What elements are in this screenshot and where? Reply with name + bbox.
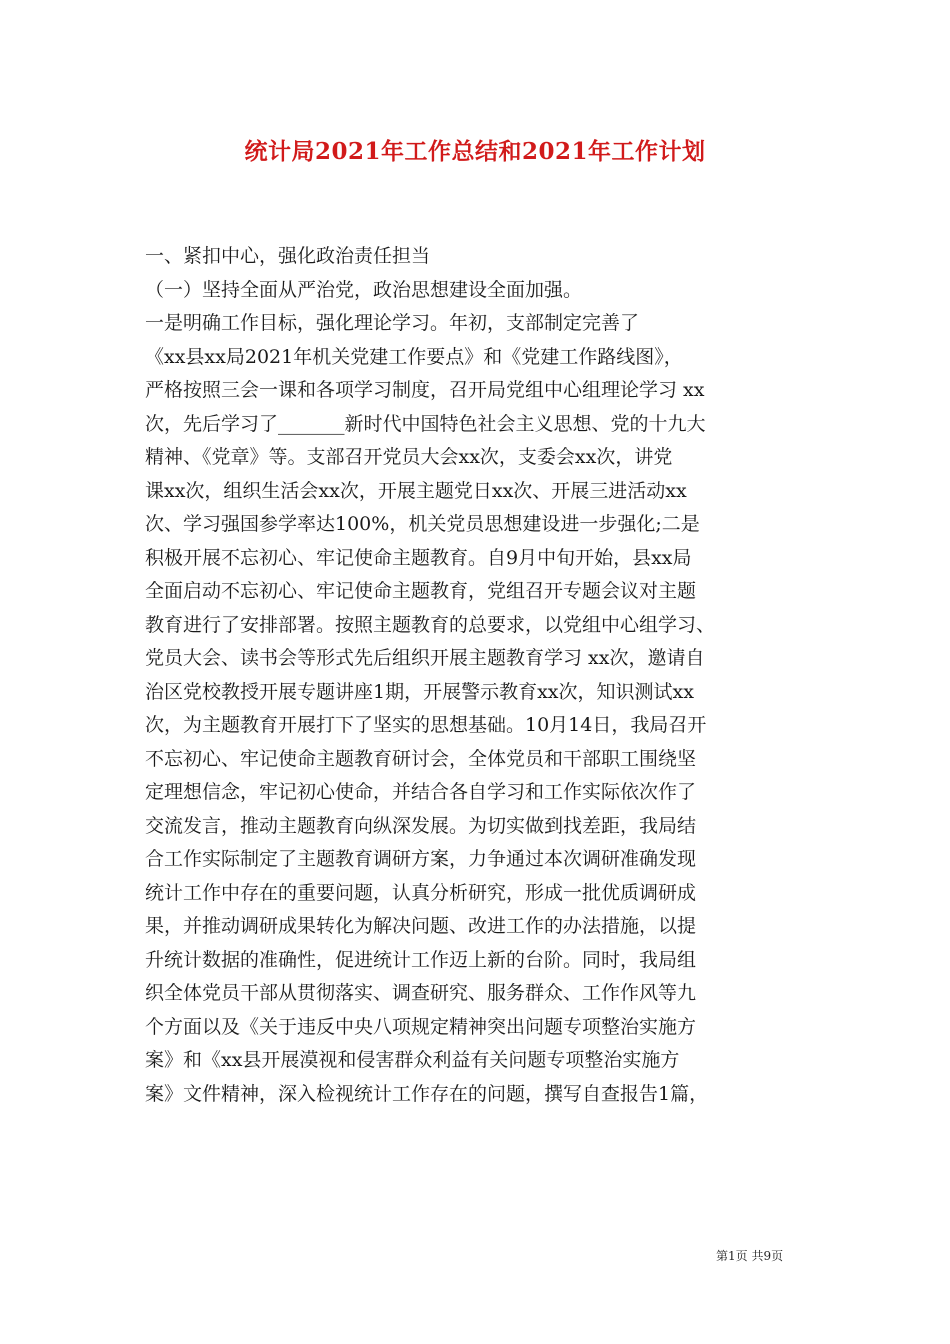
body-line: 交流发言，推动主题教育向纵深发展。为切实做到找差距，我局结: [145, 814, 697, 837]
body-line: 严格按照三会一课和各项学习制度，召开局党组中心组理论学习 xx: [145, 379, 705, 401]
body-line: 个方面以及《关于违反中央八项规定精神突出问题专项整治实施方: [145, 1015, 697, 1038]
body-line: 课xx次，组织生活会xx次，开展主题党日xx次、开展三进活动xx: [145, 479, 687, 502]
body-line: （一）坚持全面从严治党，政治思想建设全面加强。: [145, 278, 583, 301]
body-line: 织全体党员干部从贯彻落实、调查研究、服务群众、工作作风等九: [145, 982, 697, 1004]
body-line: 一、紧扣中心，强化政治责任担当: [145, 245, 431, 267]
body-line: 案》文件精神，深入检视统计工作存在的问题，撰写自查报告1篇，: [145, 1082, 709, 1105]
body-line: 《xx县xx局2021年机关党建工作要点》和《党建工作路线图》，: [145, 345, 683, 368]
body-line: 党员大会、读书会等形式先后组织开展主题教育学习 xx次，邀请自: [145, 647, 705, 669]
body-line: 次、学习强国参学率达100%，机关党员思想建设进一步强化;二是: [145, 513, 700, 535]
body-line: 教育进行了安排部署。按照主题教育的总要求，以党组中心组学习、: [145, 613, 716, 636]
body-line: 积极开展不忘初心、牢记使命主题教育。自9月中旬开始，县xx局: [145, 546, 692, 569]
body-line: 治区党校教授开展专题讲座1期，开展警示教育xx次，知识测试xx: [145, 680, 694, 703]
body-line: 次，先后学习了_______新时代中国特色社会主义思想、党的十九大: [145, 412, 706, 435]
body-line: 案》和《xx县开展漠视和侵害群众利益有关问题专项整治实施方: [145, 1049, 680, 1071]
body-line: 精神、《党章》等。支部召开党员大会xx次，支委会xx次，讲党: [145, 446, 673, 468]
body-line: 次，为主题教育开展打下了坚实的思想基础。10月14日，我局召开: [145, 714, 707, 736]
body-line: 一是明确工作目标，强化理论学习。年初，支部制定完善了: [145, 312, 640, 334]
body-line: 不忘初心、牢记使命主题教育研讨会，全体党员和干部职工围绕坚: [145, 747, 697, 770]
body-line: 合工作实际制定了主题教育调研方案，力争通过本次调研准确发现: [145, 848, 697, 870]
body-line: 统计工作中存在的重要问题，认真分析研究，形成一批优质调研成: [145, 881, 697, 904]
body-line: 定理想信念，牢记初心使命，并结合各自学习和工作实际依次作了: [145, 781, 697, 803]
document-body: [145, 240, 820, 1111]
body-line: 全面启动不忘初心、牢记使命主题教育，党组召开专题会议对主题: [145, 580, 697, 602]
page-title: 统计局2021年工作总结和2021年工作计划: [244, 138, 706, 165]
body-line: 升统计数据的准确性，促进统计工作迈上新的台阶。同时，我局组: [145, 948, 697, 971]
body-line: 果，并推动调研成果转化为解决问题、改进工作的办法措施，以提: [145, 915, 697, 937]
page-number: 第1页 共9页: [716, 1249, 784, 1263]
